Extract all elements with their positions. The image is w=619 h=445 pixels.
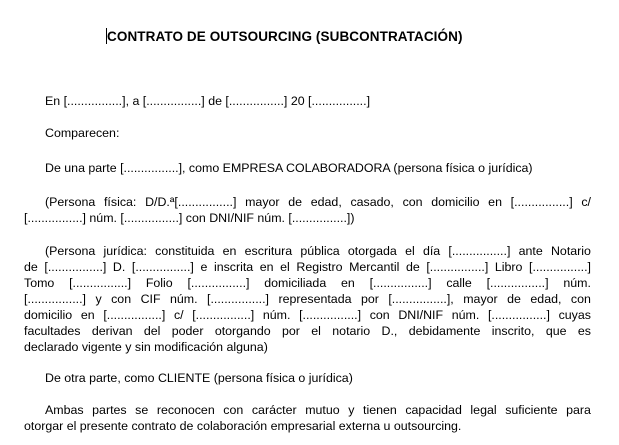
- word: mayor: [245, 195, 280, 209]
- document-title: [106, 28, 463, 44]
- word: D.,: [381, 324, 398, 338]
- word: pública: [300, 244, 340, 258]
- word: casado,: [350, 195, 394, 209]
- word: reconocen: [156, 403, 215, 417]
- word: Ambas: [45, 403, 84, 417]
- word: Tomo: [24, 276, 55, 290]
- word: DNI/NIF: [398, 308, 444, 322]
- word: en: [80, 308, 95, 322]
- persona-juridica-line-2: [24, 259, 591, 275]
- word: [................]: [448, 244, 511, 258]
- word: debidamente: [408, 324, 481, 338]
- word: con: [223, 403, 244, 417]
- word: notario: [332, 324, 371, 338]
- word: [................]: [192, 308, 255, 322]
- word: D.: [112, 260, 126, 274]
- word: CIF: [140, 292, 161, 306]
- word: e: [200, 260, 208, 274]
- persona-juridica-line-6: [24, 323, 591, 339]
- word: [................]: [131, 260, 194, 274]
- word: por: [360, 292, 379, 306]
- word: [................]: [69, 276, 132, 290]
- word: y: [348, 403, 355, 417]
- word: [................]: [510, 195, 573, 209]
- word: [................]: [299, 308, 362, 322]
- word: núm.: [451, 308, 480, 322]
- word: por: [281, 324, 300, 338]
- word: D/D.ª[................]: [145, 195, 237, 209]
- word: facultades: [24, 324, 81, 338]
- word: el: [405, 244, 415, 258]
- word: el: [280, 260, 290, 274]
- word: en: [341, 276, 355, 290]
- word: núm.: [170, 292, 198, 306]
- word: del: [143, 324, 161, 338]
- persona-juridica-line-1: [45, 243, 591, 259]
- comparecen-paragraph: [45, 125, 591, 141]
- word: [................]: [426, 260, 489, 274]
- persona-fisica-line-2: [................] núm. [................] con DNI/NIF núm. [................]): [24, 211, 355, 225]
- de-una-parte-line: De una parte [................], como EMPRESA COLABORADORA (persona física o jurídica): [45, 161, 533, 175]
- word: constituida: [155, 244, 215, 258]
- word: mayor: [463, 292, 498, 306]
- ambas-partes-line-2: otorgar el presente contrato de colaboración empresarial externa u outsourcing.: [24, 419, 462, 433]
- date-line-paragraph: [45, 93, 591, 109]
- word: núm.: [262, 308, 291, 322]
- word: [................]: [103, 308, 166, 322]
- word: domicilio: [431, 195, 480, 209]
- word: domicilio: [24, 308, 73, 322]
- word: (Persona: [45, 244, 96, 258]
- word: día: [422, 244, 441, 258]
- word: en: [259, 260, 274, 274]
- word: y: [95, 292, 102, 306]
- word: (Persona: [45, 195, 96, 209]
- de-una-parte-paragraph: [45, 160, 591, 176]
- word: núm.: [563, 276, 591, 290]
- document-title-text: CONTRATO DE OUTSOURCING (SUBCONTRATACIÓN): [107, 29, 463, 44]
- word: otorgando: [214, 324, 271, 338]
- word: con: [111, 292, 132, 306]
- word: con: [402, 195, 423, 209]
- word: [................]: [369, 276, 432, 290]
- word: partes: [92, 403, 127, 417]
- word: con: [369, 308, 390, 322]
- persona-fisica-line-1: [45, 194, 591, 210]
- word: mutuo: [305, 403, 340, 417]
- word: [................]: [486, 276, 549, 290]
- word: Notario: [550, 244, 591, 258]
- word: cuyas: [558, 308, 591, 322]
- word: legal: [470, 403, 497, 417]
- word: escritura: [244, 244, 293, 258]
- word: Mercantil: [349, 260, 400, 274]
- word: c/: [581, 195, 591, 209]
- word: poder: [171, 324, 204, 338]
- persona-juridica-line-5: [24, 307, 591, 323]
- date-line: En [................], a [................] de [................] 20 [................]: [45, 94, 371, 108]
- word: que: [545, 324, 567, 338]
- word: ante: [518, 244, 543, 258]
- word: c/: [173, 308, 184, 322]
- word: domiciliada: [264, 276, 327, 290]
- word: edad,: [530, 292, 562, 306]
- word: representada: [278, 292, 352, 306]
- de-otra-parte-paragraph: [45, 370, 591, 386]
- word: física:: [103, 195, 137, 209]
- persona-juridica-line-7: declarado vigente y sin modificación alguna): [24, 340, 268, 354]
- word: [................],: [388, 292, 454, 306]
- word: [................]: [529, 260, 591, 274]
- word: en: [222, 244, 237, 258]
- word: el: [311, 324, 321, 338]
- word: calle: [446, 276, 472, 290]
- de-otra-parte-line: De otra parte, como CLIENTE (persona física o jurídica): [45, 371, 353, 385]
- word: tienen: [363, 403, 397, 417]
- comparecen-line: Comparecen:: [45, 126, 120, 140]
- word: [................]: [44, 260, 107, 274]
- word: Libro: [494, 260, 523, 274]
- word: inscrita: [213, 260, 254, 274]
- word: [................]: [487, 308, 550, 322]
- word: suficiente: [505, 403, 558, 417]
- word: [................]: [24, 292, 86, 306]
- persona-juridica-line-3: [24, 275, 591, 291]
- word: de: [288, 195, 303, 209]
- word: otorgada: [347, 244, 397, 258]
- word: en: [488, 195, 502, 209]
- word: de: [507, 292, 521, 306]
- word: Registro: [296, 260, 343, 274]
- word: [................]: [187, 276, 250, 290]
- word: carácter: [251, 403, 297, 417]
- word: capacidad: [405, 403, 462, 417]
- word: Folio: [145, 276, 173, 290]
- word: [................]: [207, 292, 269, 306]
- word: edad,: [310, 195, 342, 209]
- ambas-partes-line-1: [45, 402, 591, 418]
- word: de: [24, 260, 38, 274]
- word: jurídica:: [103, 244, 147, 258]
- word: de: [405, 260, 420, 274]
- persona-juridica-paragraph: [24, 243, 591, 355]
- persona-fisica-paragraph: [24, 194, 591, 226]
- word: con: [570, 292, 591, 306]
- word: derivan: [91, 324, 133, 338]
- word: se: [135, 403, 149, 417]
- word: inscrito,: [491, 324, 535, 338]
- word: para: [566, 403, 591, 417]
- persona-juridica-line-4: [24, 291, 591, 307]
- word: es: [577, 324, 591, 338]
- ambas-partes-paragraph: [24, 402, 591, 434]
